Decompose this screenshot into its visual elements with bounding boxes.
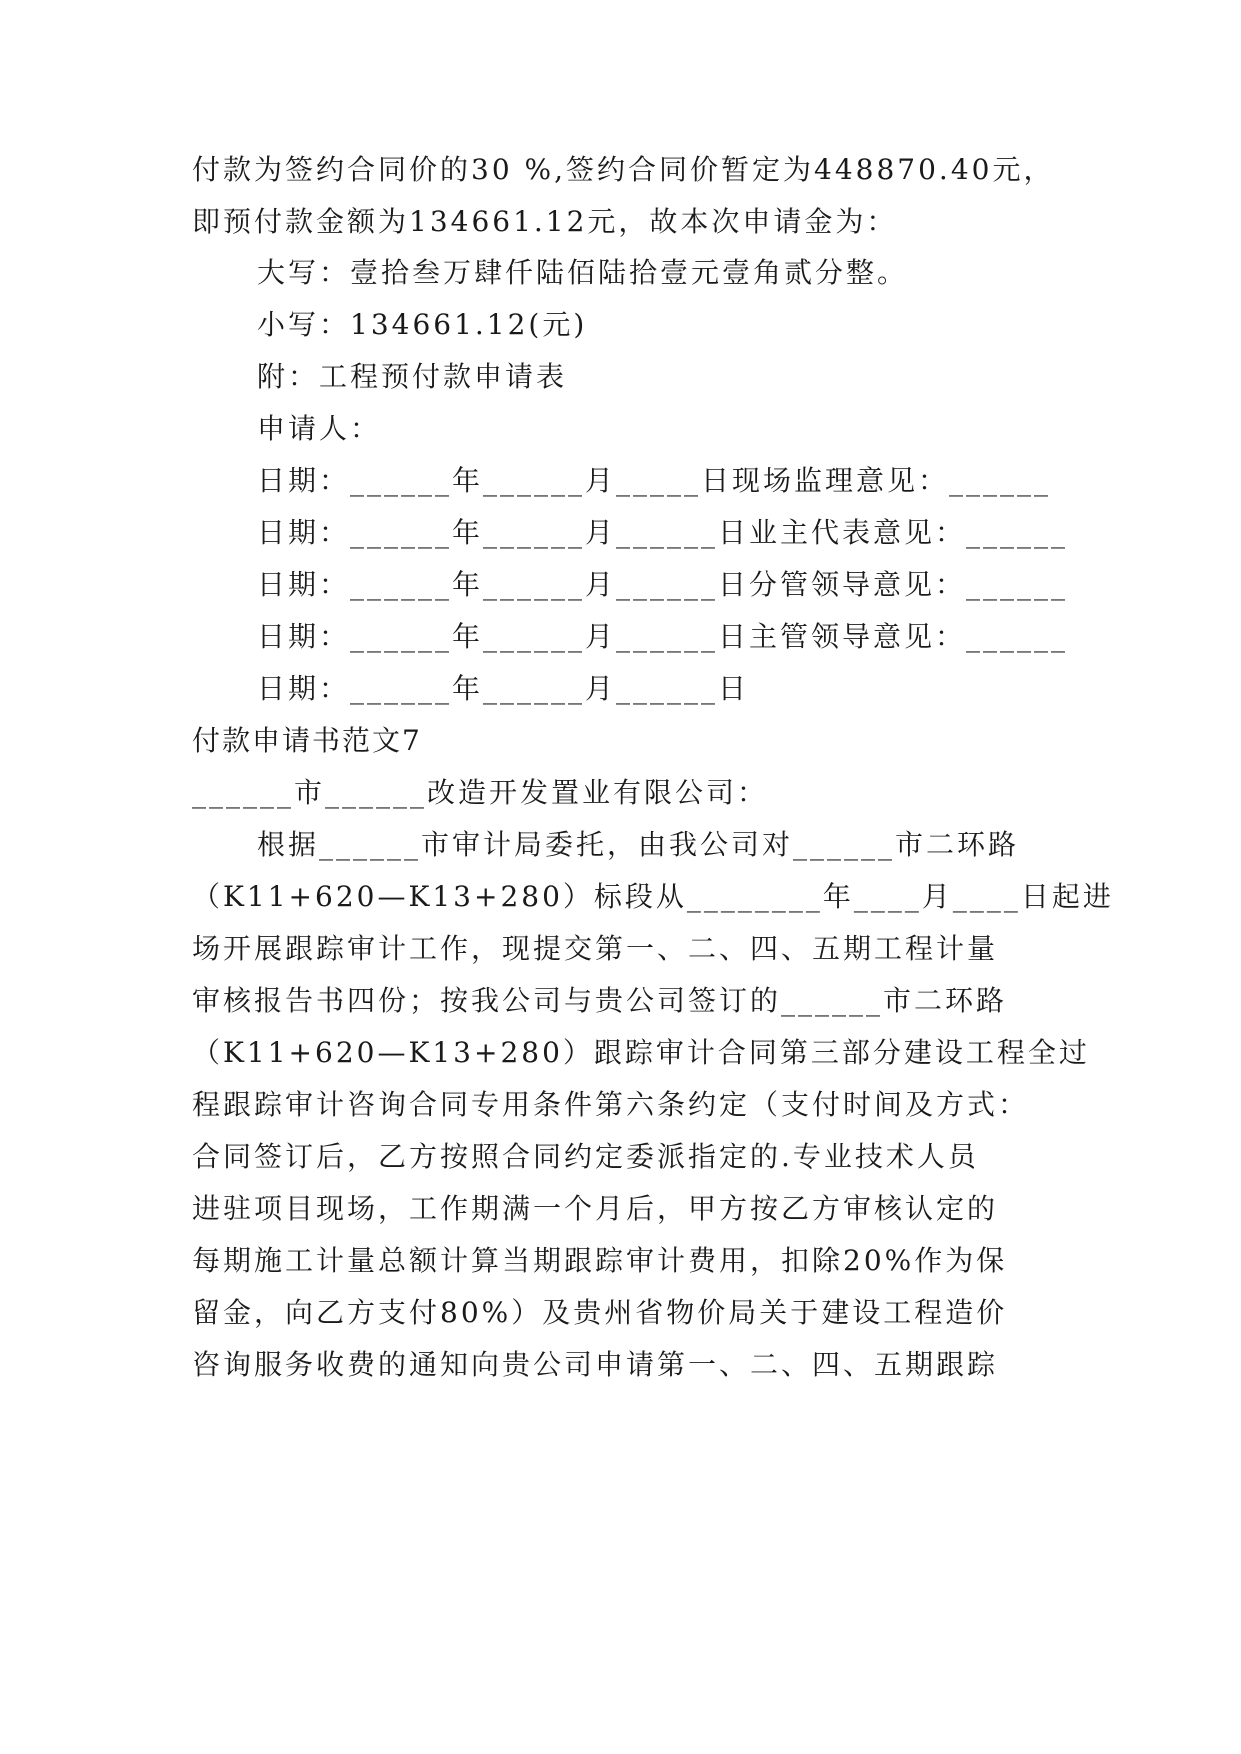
addressee-line: ______市______改造开发置业有限公司：	[192, 776, 769, 809]
body-line-3: 场开展跟踪审计工作，现提交第一、二、四、五期工程计量	[192, 932, 999, 965]
date-chief-leader-line: 日期：______年______月______日主管领导意见：______	[257, 620, 1069, 653]
date-supervision-line: 日期：______年______月_____日现场监理意见：______	[257, 464, 1052, 497]
body-line-2: （K11+620—K13+280）标段从________年____月____日起进	[192, 880, 1114, 913]
body-line-4: 审核报告书四份；按我公司与贵公司签订的______市二环路	[192, 984, 1008, 1017]
body-line-6: 程跟踪审计咨询合同专用条件第六条约定（支付时间及方式：	[192, 1088, 1030, 1121]
body-line-7: 合同签订后，乙方按照合同约定委派指定的.专业技术人员	[192, 1140, 979, 1173]
date-owner-line: 日期：______年______月______日业主代表意见：______	[257, 516, 1069, 549]
amount-in-figures: 小写：134661.12(元)	[257, 308, 588, 341]
body-line-10: 留金，向乙方支付80%）及贵州省物价局关于建设工程造价	[192, 1296, 1008, 1329]
body-line-5: （K11+620—K13+280）跟踪审计合同第三部分建设工程全过	[192, 1036, 1090, 1069]
date-division-leader-line: 日期：______年______月______日分管领导意见：______	[257, 568, 1069, 601]
body-line-11: 咨询服务收费的通知向贵公司申请第一、二、四、五期跟踪	[192, 1348, 999, 1381]
body-line-1: 根据______市审计局委托，由我公司对______市二环路	[257, 828, 1020, 861]
section-title: 付款申请书范文7	[192, 724, 422, 757]
applicant-line: 申请人：	[257, 412, 382, 445]
date-final-line: 日期：______年______月______日	[257, 672, 750, 705]
text-line-2: 即预付款金额为134661.12元，故本次申请金为：	[192, 205, 898, 238]
attachment-line: 附：工程预付款申请表	[257, 360, 568, 393]
amount-in-words: 大写：壹拾叁万肆仟陆佰陆拾壹元壹角贰分整。	[257, 256, 909, 289]
body-line-8: 进驻项目现场，工作期满一个月后，甲方按乙方审核认定的	[192, 1192, 999, 1225]
text-line-1: 付款为签约合同价的30 %,签约合同价暂定为448870.40元，	[192, 153, 1055, 186]
body-line-9: 每期施工计量总额计算当期跟踪审计费用，扣除20%作为保	[192, 1244, 1008, 1277]
